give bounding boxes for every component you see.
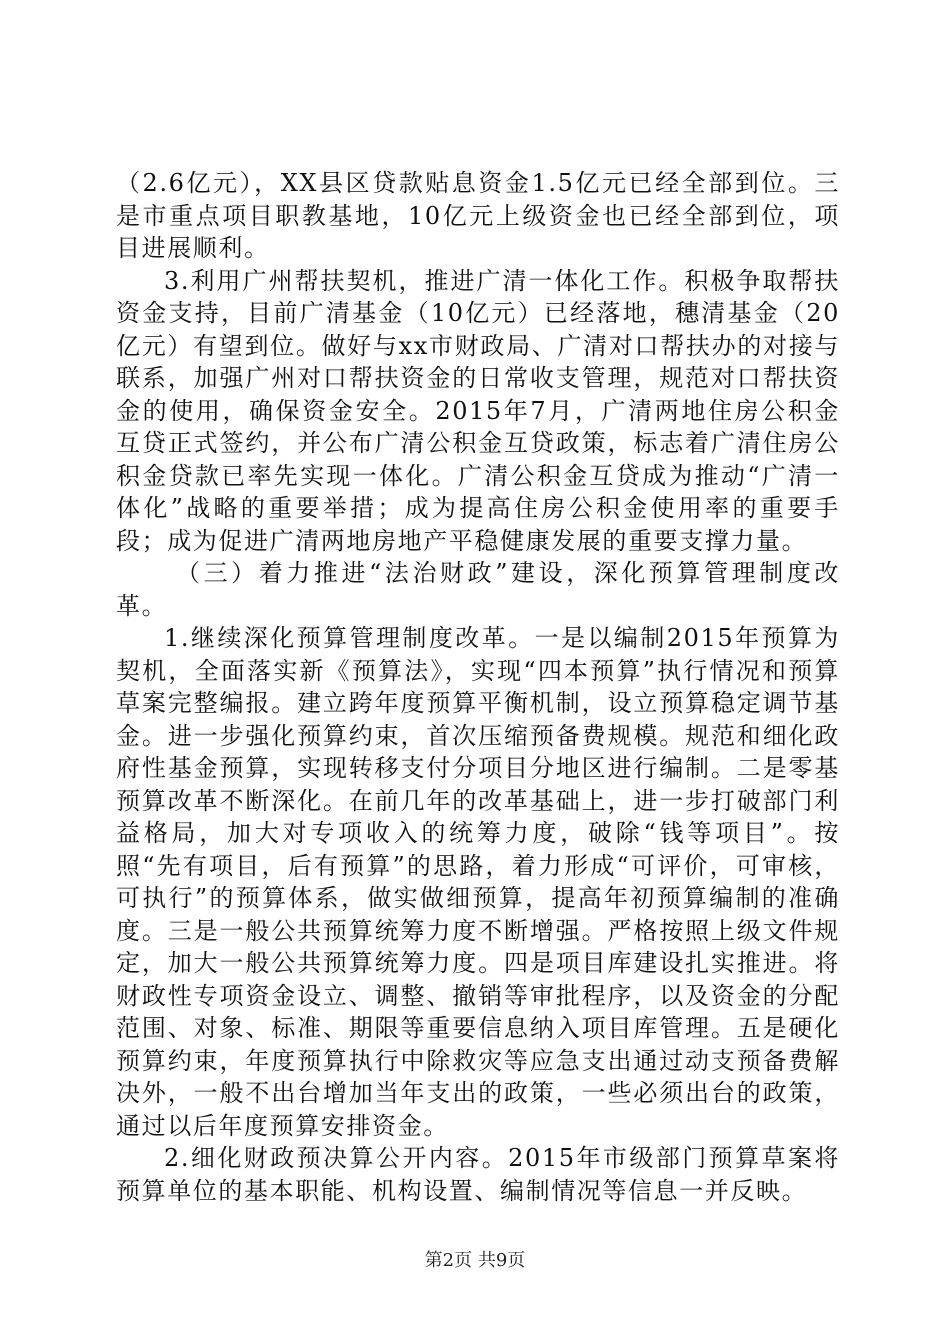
document-body [116,167,840,1207]
section-heading-rule-of-law-finance: （三）着力推进“法治财政”建设，深化预算管理制度改革。 [116,559,840,620]
paragraph-guangqing-integration: 3.利用广州帮扶契机，推进广清一体化工作。积极争取帮扶资金支持，目前广清基金（10亿元）已经落地，穗清基金（20亿元）有望到位。做好与xx市财政局、广清对口帮扶办的对接与联系，加强广州对口帮扶资金的日常收支管理，规范对口帮扶资金的使用，确保资金安全。2015年7月，广清两地住房公积金互贷正式签约，并公布广清公积金互贷政策，标志着广清住房公积金贷款已率先实现一体化。广清公积金互贷成为推动“广清一体化”战略的重要举措；成为提高住房公积金使用率的重要手段；成为促进广清两地房地产平稳健康发展的重要支撑力量。 [116,266,840,555]
paragraph-budget-disclosure: 2.细化财政预决算公开内容。2015年市级部门预算草案将预算单位的基本职能、机构设置、编制情况等信息一并反映。 [116,1144,840,1205]
paragraph-budget-reform: 1.继续深化预算管理制度改革。一是以编制2015年预算为契机，全面落实新《预算法》，实现“四本预算”执行情况和预算草案完整编报。建立跨年度预算平衡机制，设立预算稳定调节基金。进一步强化预算约束，首次压缩预备费规模。规范和细化政府性基金预算，实现转移支付分项目分地区进行编制。二是零基预算改革不断深化。在前几年的改革基础上，进一步打破部门利益格局，加大对专项收入的统筹力度，破除“钱等项目”。按照“先有项目，后有预算”的思路，着力形成“可评价，可审核，可执行”的预算体系，做实做细预算，提高年初预算编制的准确度。三是一般公共预算统筹力度不断增强。严格按照上级文件规定，加大一般公共预算统筹力度。四是项目库建设扎实推进。将财政性专项资金设立、调整、撤销等审批程序，以及资金的分配范围、对象、标准、期限等重要信息纳入项目库管理。五是硬化预算约束，年度预算执行中除救灾等应急支出通过动支预备费解决外，一般不出台增加当年支出的政策，一些必须出台的政策，通过以后年度预算安排资金。 [116,624,840,1140]
page-number-footer: 第2页 共9页 [424,1250,526,1271]
paragraph-continuation: （2.6亿元），XX县区贷款贴息资金1.5亿元已经全部到位。三是市重点项目职教基地，10亿元上级资金也已经全部到位，项目进展顺利。 [116,169,840,262]
